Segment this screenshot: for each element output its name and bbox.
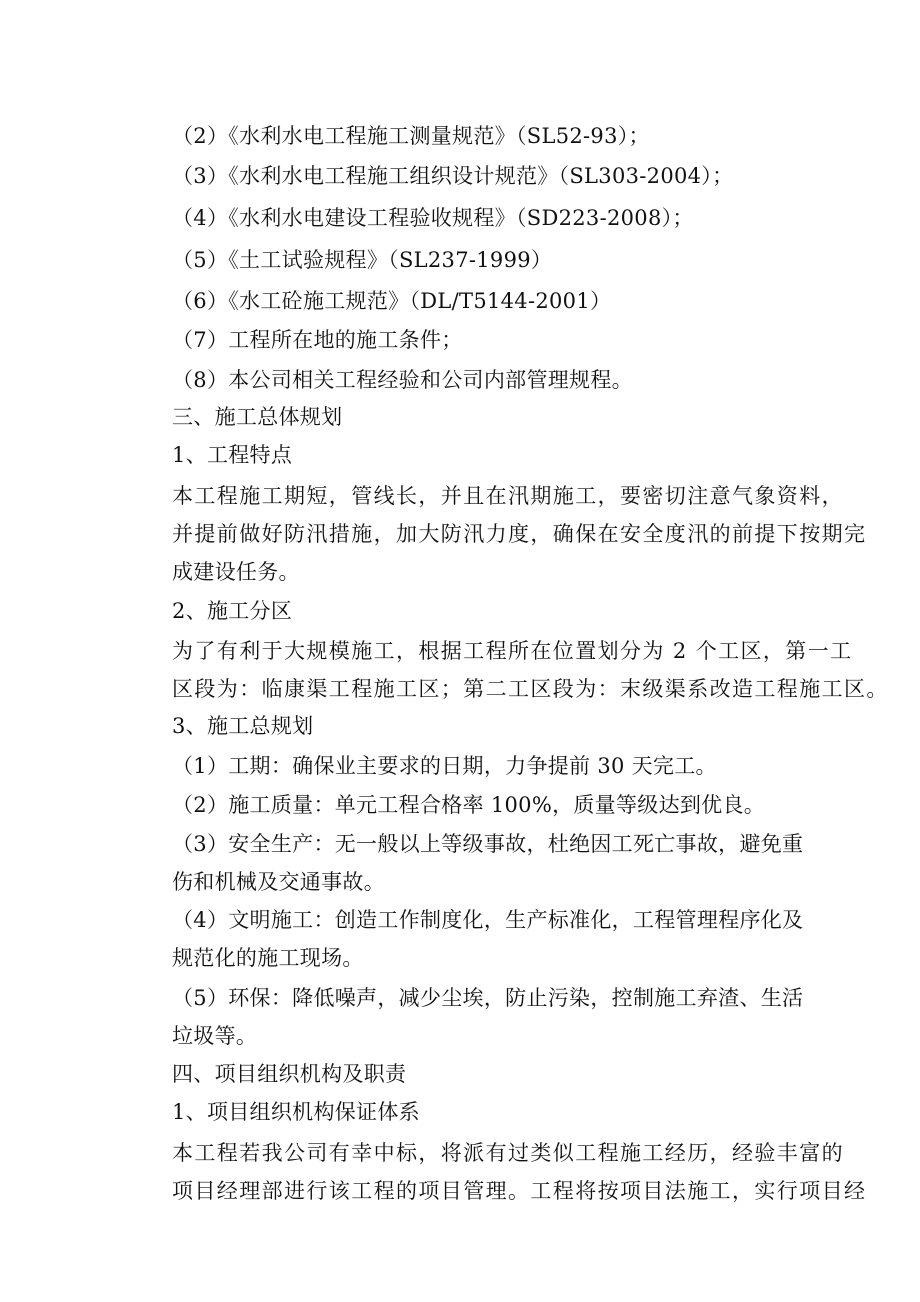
paragraph-line: 本工程若我公司有幸中标，将派有过类似工程施工经历，经验丰富的 xyxy=(172,1141,844,1165)
paragraph-line: 为了有利于大规模施工，根据工程所在位置划分为 2 个工区，第一工 xyxy=(172,639,853,663)
paragraph-line: 项目经理部进行该工程的项目管理。工程将按项目法施工，实行项目经 xyxy=(172,1179,867,1203)
reference-item-6: （6）《水工砼施工规范》（DL/T5144-2001） xyxy=(172,289,612,313)
plan-item-safety-cont: 伤和机械及交通事故。 xyxy=(172,870,385,894)
section-3-3-heading: 3、施工总规划 xyxy=(172,714,314,738)
section-3-2-heading: 2、施工分区 xyxy=(172,599,293,623)
reference-item-5: （5）《土工试验规程》（SL237-1999） xyxy=(172,248,553,272)
reference-item-2: （2）《水利水电工程施工测量规范》（SL52-93）； xyxy=(172,124,650,148)
plan-item-environment: （5）环保：降低噪声，减少尘埃，防止污染，控制施工弃渣、生活 xyxy=(172,986,804,1010)
section-4-heading: 四、项目组织机构及职责 xyxy=(172,1062,407,1086)
section-4-1-heading: 1、项目组织机构保证体系 xyxy=(172,1100,420,1124)
paragraph-line: 并提前做好防汛措施，加大防汛力度，确保在安全度汛的前提下按期完 xyxy=(172,522,867,546)
plan-item-safety: （3）安全生产：无一般以上等级事故，杜绝因工死亡事故，避免重 xyxy=(172,832,804,856)
reference-item-8: （8）本公司相关工程经验和公司内部管理规程。 xyxy=(172,368,633,392)
plan-item-civilized: （4）文明施工：创造工作制度化，生产标准化，工程管理程序化及 xyxy=(172,908,804,932)
paragraph-line: 区段为：临康渠工程施工区；第二工区段为：末级渠系改造工程施工区。 xyxy=(172,677,889,701)
reference-item-4: （4）《水利水电建设工程验收规程》（SD223-2008）； xyxy=(172,206,694,230)
plan-item-quality: （2）施工质量：单元工程合格率 100%，质量等级达到优良。 xyxy=(172,793,766,817)
paragraph-line: 成建设任务。 xyxy=(172,560,300,584)
section-3-heading: 三、施工总体规划 xyxy=(172,405,343,429)
plan-item-schedule: （1）工期：确保业主要求的日期，力争提前 30 天完工。 xyxy=(172,754,717,778)
reference-item-7: （7）工程所在地的施工条件； xyxy=(172,328,463,352)
plan-item-civilized-cont: 规范化的施工现场。 xyxy=(172,946,364,970)
paragraph-line: 本工程施工期短，管线长，并且在汛期施工，要密切注意气象资料， xyxy=(172,484,844,508)
section-3-1-heading: 1、工程特点 xyxy=(172,443,293,467)
reference-item-3: （3）《水利水电工程施工组织设计规范》（SL303-2004）； xyxy=(172,164,734,188)
plan-item-environment-cont: 垃圾等。 xyxy=(172,1024,258,1048)
